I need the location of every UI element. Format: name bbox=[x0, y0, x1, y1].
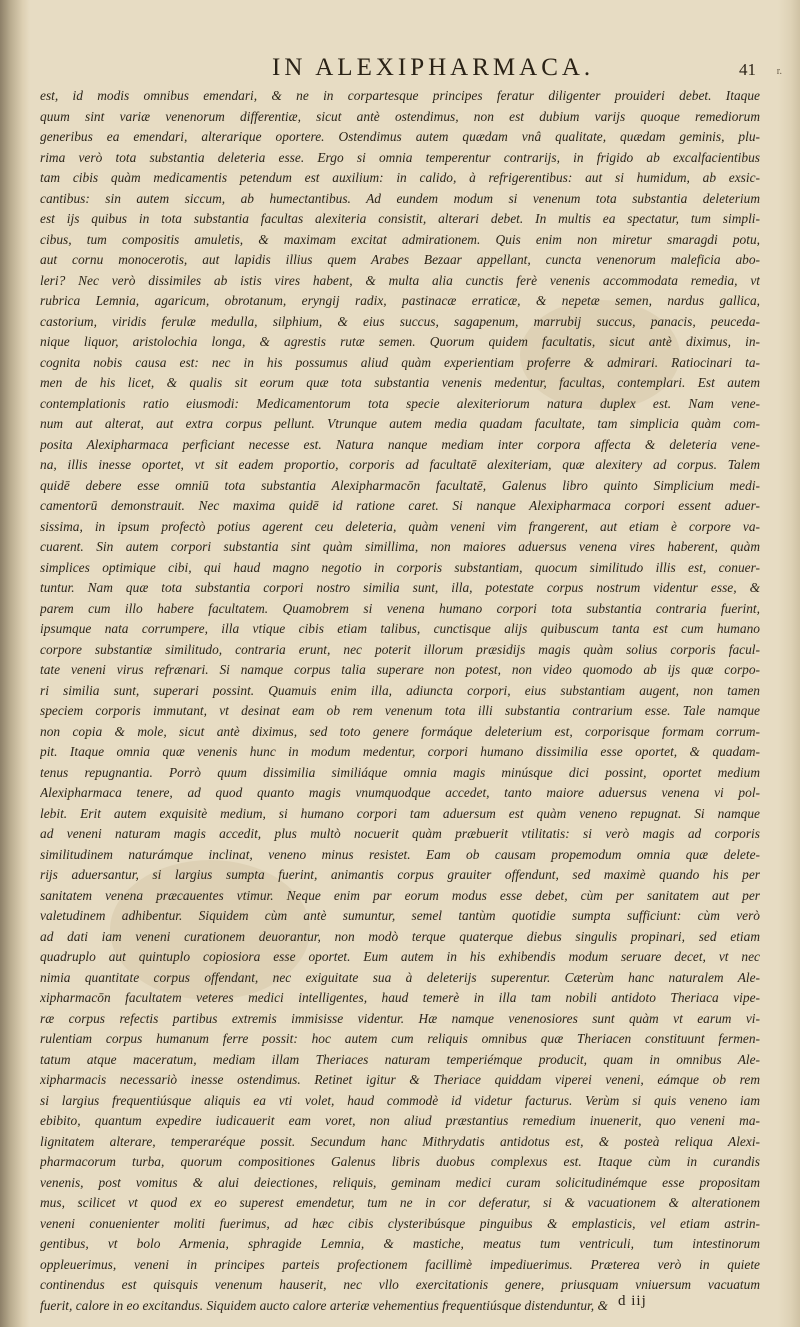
text-line: men de his licet, & qualis sit eorum quæ tota substantia venenis medentur, facultas, contemplari. Est autem bbox=[40, 375, 760, 390]
text-line: rima verò tota substantia deleteria esse. Ergo si omnia temperentur contrarijs, in frigido ab excalfacientibus bbox=[40, 149, 760, 165]
text-line: castorium, viridis ferulæ medulla, silphium, & eius succus, sagapenum, marrubij succus, panacis, peuceda- bbox=[40, 313, 760, 329]
text-line: ebibito, quantum expedire iudicauerit eam voret, non aliud præstantius remedium inuenerit, quo veneni ma- bbox=[40, 1113, 760, 1128]
text-line: ræ corpus refectis partibus extremis immisisse videntur. Hæ namque venenosiores sunt quàm vt earum vi- bbox=[40, 1010, 760, 1026]
text-line: si largius frequentiúsque aliquis ea vti volet, haud commodè id videtur facturus. Verùm si quis veneno iam bbox=[40, 1092, 760, 1108]
text-line: tuntur. Nam quæ tota substantia corpori nostro similia sunt, illa, potestate corpus nostrum videntur esse, & bbox=[40, 580, 760, 595]
text-line: Alexipharmaca tenere, ad quod quanto magis vnumquodque accedet, tanto maiore aduersus venena vi pol- bbox=[40, 785, 760, 800]
text-line: cognita nobis causa est: nec in his possumus aliud quàm experientiam proferre & admirari. Ratiocinari ta- bbox=[40, 354, 760, 370]
text-line: rijs aduersantur, si largius sumpta fuerint, animantis corpus grauiter offendunt, sed maximè quando his per bbox=[40, 867, 760, 882]
text-line: posita Alexipharmaca perficiant necesse est. Natura nanque mediam inter corpora affecta & deleteria vene- bbox=[40, 436, 760, 452]
text-line: na, illis inesse oportet, vt sit eadem proportio, corporis ad facultatē alexiteriam, quæ alexitery ad corpus. Talem bbox=[40, 457, 760, 472]
text-line: ad dati iam veneni curationem deuorantur, non modò terque quaterque diebus singulis propinari, sed etiam bbox=[40, 928, 760, 944]
text-line: similitudinem naturámque inclinat, veneno minus resistet. Eam ob causam propemodum omnia quæ delete- bbox=[40, 846, 760, 862]
body-text bbox=[40, 86, 760, 1316]
text-line: xipharmacōn facultatem veteres medici intelligentes, haud temerè in illa tam nobili antidoto Theriaca vipe- bbox=[40, 990, 760, 1005]
text-line: speciem corporis immutant, vt desinat eam ob rem venenum tota illi substantia contrarium esse. Tale namque bbox=[40, 703, 760, 718]
text-line: lebit. Erit autem exquisitè medium, si humano corpori tam aduersum est quàm veneno repugnat. Si namque bbox=[40, 805, 760, 821]
text-line: corpore substantiæ similitudo, contraria erunt, nec poterit illorum præsidijs magis quàm solius corporis facul- bbox=[40, 641, 760, 657]
text-line: oppleuerimus, veneni in principes parteis profectionem facillimè impediuerimus. Præterea verò in quiete bbox=[40, 1256, 760, 1272]
margin-mark: r. bbox=[776, 66, 782, 77]
page-edge bbox=[778, 0, 800, 1327]
text-line: aut cornu monocerotis, aut lapidis illius quem Arabes Bezaar appellant, cuncta venenorum maleficia abo- bbox=[40, 252, 760, 267]
text-line: tate veneni virus refrænari. Si namque corpus talia superare non potest, non video quomodo ab ijs quæ corpo- bbox=[40, 662, 760, 677]
text-line: generibus ea emendari, alterarique oportere. Ostendimus autem quædam vnâ qualitate, quædam geminis, plu- bbox=[40, 129, 760, 144]
text-line: tam cibis quàm medicamentis petendum est auxilium: in calido, à refrigerentibus: aut si humidum, ab exsic- bbox=[40, 170, 760, 185]
text-line: rubrica Lemnia, agaricum, obrotanum, eryngij radix, pastinacæ erraticæ, & nepetæ semen, nardus gallica, bbox=[40, 293, 760, 308]
page-number: 41 bbox=[739, 60, 756, 79]
text-line: quidē debere esse omniū tota substantia Alexipharmacōn facultatē, Galenus libro quinto Simplicium medi- bbox=[40, 477, 760, 493]
text-line: pharmacorum turba, quorum compositiones Galenus libris duobus complexus est. Itaque cùm in curandis bbox=[40, 1154, 760, 1169]
text-line: rulentiam corpus humanum ferre possit: hoc autem cum reliquis omnibus quæ Theriacen constituunt fermen- bbox=[40, 1031, 760, 1046]
text-line: pit. Itaque omnia quæ venenis hunc in modum medentur, corpori humano dissimilia esse oportet, & quadam- bbox=[40, 744, 760, 759]
text-line: camentorū demonstrauit. Nec maxima quidē id ratione caret. Si nanque Alexipharmaca corpori essent aduer- bbox=[40, 498, 760, 513]
running-head: IN ALEXIPHARMACA. bbox=[272, 54, 595, 81]
text-line: non copia & mole, sicut antè diximus, sed toto genere formáque deleterium est, corporisque formam corrum- bbox=[40, 723, 760, 739]
text-line: est ijs quibus in tota substantia facultas alexiteria consistit, alterari debet. In multis ea spectatur, tum simpli- bbox=[40, 211, 760, 226]
text-line: tenus repugnantia. Porrò quum dissimilia similiáque omnia magis minúsque dici possint, oportet medium bbox=[40, 764, 760, 780]
text-line: continendus est quisquis venenum hauserit, nec vllo exercitationis genere, priusquam vniuersum vacuatum bbox=[40, 1277, 760, 1292]
text-line: nimia quantitate corpus offendant, nec exiguitate sua à deleterijs superentur. Cæterùm hanc naturalem Ale- bbox=[40, 969, 760, 985]
text-line: num aut alterat, aut extra corpus pellunt. Vtrunque autem media quadam facultate, tam simplicia quàm com- bbox=[40, 416, 760, 431]
text-line: tatum atque maceratum, mediam illam Theriaces naturam temperiémque producit, quam in omnibus Ale- bbox=[40, 1051, 760, 1067]
text-line: gentibus, vt bolo Armenia, sphragide Lemnia, & mastiche, meatus tum ventriculi, tum intestinorum bbox=[40, 1236, 760, 1251]
text-line: lignitatem alterare, temperaréque possit. Secundum hanc Mithrydatis antidotus est, & posteà reliqua Alexi- bbox=[40, 1133, 760, 1149]
page-header bbox=[40, 46, 760, 86]
text-line: fuerit, calore in eo excitandus. Siquidem aucto calore arteriæ vehementius frequentiúsque distenduntur, & bbox=[40, 1297, 608, 1313]
text-line: ad veneni naturam magis accedit, plus multò nocuerit quàm præbuerit vtilitatis: si verò magis ad corporis bbox=[40, 826, 760, 841]
text-line: ipsumque nata corrumpere, illa vtique cibis etiam talibus, cunctisque alijs quibuscum tanta est cum humano bbox=[40, 621, 760, 636]
signature-mark: d iij bbox=[618, 1293, 647, 1309]
text-line: quum sint variæ venenorum differentiæ, sicut antè ostendimus, non est dubium varijs quoque remediorum bbox=[40, 108, 760, 124]
text-line: cibus, tum compositis amuletis, & maximam excitat admirationem. Quis enim non miretur smaragdi potu, bbox=[40, 231, 760, 247]
text-line: xipharmacis necessariò inesse ostendimus. Retinet igitur & Theriace quiddam viperei veneni, eámque ob rem bbox=[40, 1072, 760, 1087]
text-line: contemplationis ratio eiusmodi: Medicamentorum tota specie alexiteriorum natura duplex est. Nam vene- bbox=[40, 395, 760, 411]
text-line: cantibus: sin autem siccum, ab humectantibus. Ad eundem modum si venenum tota substantia deleterium bbox=[40, 190, 760, 206]
text-line: mus, scilicet vt quod ex eo superest emendetur, tum ne in cor deferatur, si & vacuationem & alterationem bbox=[40, 1195, 760, 1210]
text-line: sissima, in ipsum profectò potius agerent ceu deleteria, quàm veneni vim frangerent, aut etiam è corpore va- bbox=[40, 518, 760, 534]
text-line: veneni conuenienter moliti fuerimus, ad hæc cibis clysteribúsque pinguibus & emplasticis, vel etiam astrin- bbox=[40, 1215, 760, 1231]
text-line: cuarent. Sin autem corpori substantia sint quàm simillima, non maiores aduersus venena vires haberent, quàm bbox=[40, 539, 760, 554]
text-line: sanitatem venena præcauentes vtimur. Neque enim par eorum modus esse debet, cùm per sanitatem aut per bbox=[40, 887, 760, 903]
text-line: quadruplo aut quintuplo copiosiora esse oportet. Eum autem in his exhibendis modum seruare decet, vt nec bbox=[40, 949, 760, 964]
text-line: simplices optimique cibi, qui haud magno negotio in corporis substantiam, quocum similitudo illis est, conuer- bbox=[40, 559, 760, 575]
text-line: ri similia sunt, superari possint. Quamuis enim illa, adiuncta corpori, eius substantiam augent, non tamen bbox=[40, 682, 760, 698]
text-line: valetudinem adhibentur. Siquidem cùm antè sumuntur, semel tantùm quotidie sumpta sufficiunt: cùm verò bbox=[40, 908, 760, 923]
binding-gutter bbox=[0, 0, 30, 1327]
text-line: est, id modis omnibus emendari, & ne in corpartesque principes feratur diligenter prouideri debet. Itaque bbox=[40, 88, 760, 103]
text-line: venenis, post vomitus & alui deiectiones, reliquis, geminam medici curam solicitudinémque esse propositam bbox=[40, 1174, 760, 1190]
text-line: leri? Nec verò dissimiles ab istis vires habent, & multa alia cunctis ferè venenis accommodata remedia, vt bbox=[40, 272, 760, 288]
text-line: parem cum illo habere facultatem. Quamobrem si venena humano corpori tota substantia contraria fuerint, bbox=[40, 600, 760, 616]
text-line: nique liquor, aristolochia longa, & agrestis rutæ semen. Quorum quidem facultatis, sicut antè diximus, in- bbox=[40, 334, 760, 349]
